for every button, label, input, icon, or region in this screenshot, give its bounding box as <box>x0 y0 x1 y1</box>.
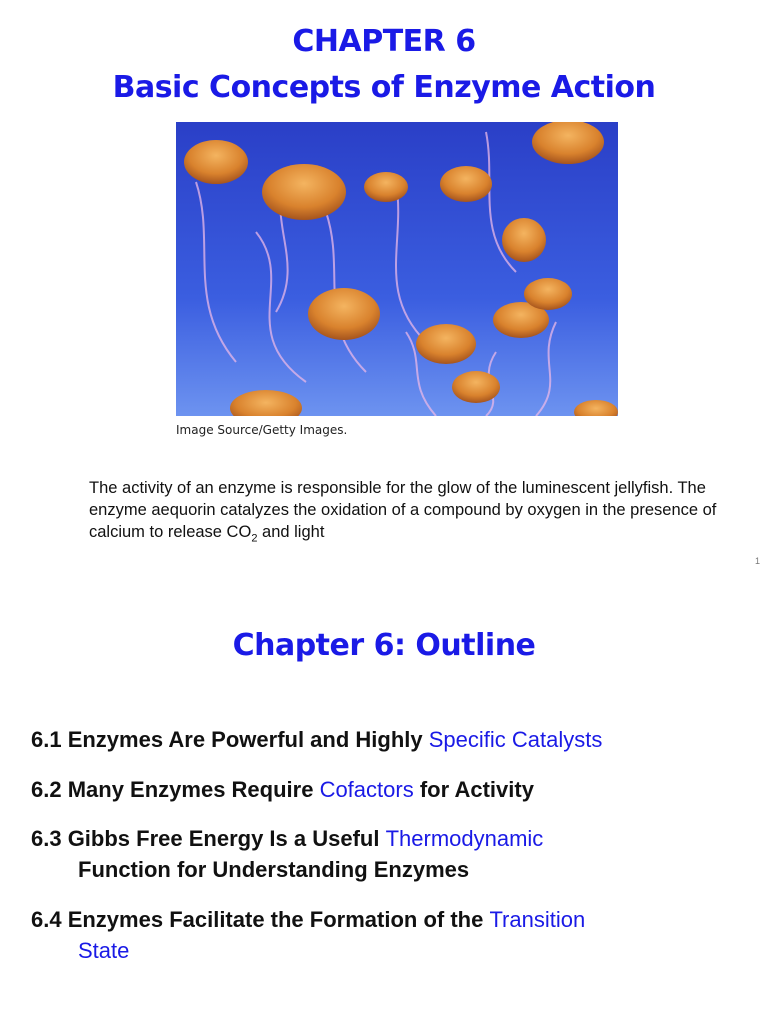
outline-item-6-3 <box>31 823 751 885</box>
outline-item-highlight: Transition <box>489 907 586 932</box>
outline-item-tail: for Activity <box>413 777 534 802</box>
chapter-title: CHAPTER 6 <box>292 24 476 59</box>
outline-item-highlight: Specific Catalysts <box>428 727 603 752</box>
outline-item-highlight: Cofactors <box>319 777 414 802</box>
image-credit: Image Source/Getty Images. <box>176 423 348 437</box>
caption-tail: and light <box>257 523 325 541</box>
outline-item-text: 6.3 Gibbs Free Energy Is a Useful <box>31 826 386 851</box>
outline-item-line2: Function for Understanding Enzymes <box>78 857 470 882</box>
page-number: 1 <box>754 556 760 566</box>
image-caption <box>89 477 729 549</box>
outline-item-6-4 <box>31 904 751 966</box>
outline-item-6-2 <box>31 774 751 805</box>
slide-2 <box>0 580 768 1024</box>
outline-item-text: 6.2 Many Enzymes Require <box>31 777 320 802</box>
outline-title: Chapter 6: Outline <box>232 628 536 663</box>
caption-subscript: 2 <box>251 532 258 545</box>
chapter-subtitle: Basic Concepts of Enzyme Action <box>112 70 656 105</box>
outline-item-line2: State <box>78 938 130 963</box>
outline-item-text: 6.1 Enzymes Are Powerful and Highly <box>31 727 429 752</box>
caption-text: The activity of an enzyme is responsible for the glow of the luminescent jellyfish. The enzyme aequorin catalyzes the oxidation of a compound by oxygen in the presence of calcium to release CO <box>89 479 717 541</box>
outline-item-text: 6.4 Enzymes Facilitate the Formation of the <box>31 907 490 932</box>
outline-item-6-1 <box>31 724 751 755</box>
jellyfish-photo <box>176 122 618 416</box>
outline-item-highlight: Thermodynamic <box>385 826 544 851</box>
